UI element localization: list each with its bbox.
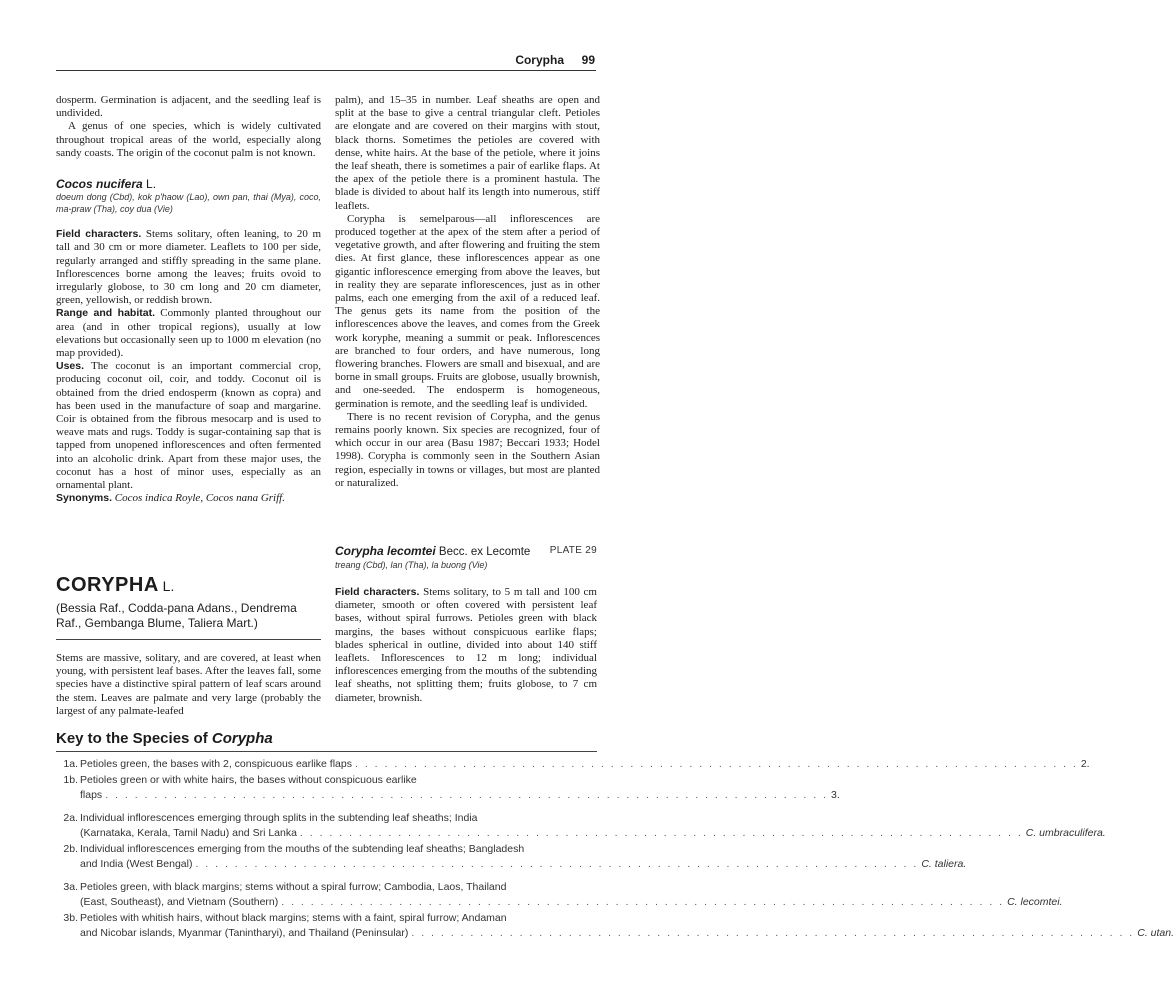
key-lead-text: flaps: [80, 789, 103, 801]
key-lead-text: Petioles green, the bases with 2, conspicuous earlike flaps: [80, 758, 352, 770]
genus-description: Stems are massive, solitary, and are covered, at least when young, with persistent leaf bases. After the leaves fall, some species have a distinctive spiral pattern of leaf scars around the stem. Leaves are palmate and very large (probably the largest of any palmate-leafed: [56, 652, 321, 717]
key-lead-text: Petioles green or with white hairs, the bases without conspicuous earlike: [80, 773, 417, 786]
lecomtei-description: [335, 586, 597, 705]
key-lead-number: 1b.: [63, 773, 78, 786]
genus-name: CORYPHA: [56, 574, 159, 596]
key-lead-number: 1a.: [63, 758, 78, 770]
key-couplet: [56, 880, 1174, 942]
paragraph: A genus of one species, which is widely cultivated throughout tropical areas of the world, especially along sandy coasts. The origin of the coconut palm is not known.: [56, 120, 321, 159]
vernacular-names: treang (Cbd), lan (Tha), la buong (Vie): [335, 560, 488, 570]
key-couplet: [56, 757, 1090, 804]
key-lead: [56, 757, 1090, 773]
key-destination: 3.: [831, 789, 840, 801]
section-text: Stems solitary, to 5 m tall and 100 cm diameter, smooth or often covered with persistent leaf bases, without spiral furrows. Petioles green with black margins, the bases without conspicuous earlike flaps; blades spherical in outline, divided into about 140 stiff leaflets. Inflorescences to 12 m long; individual inflorescences emerging from the mouths of the subtending leaf sheaths, not splitting them; fruits globose, to 7 cm diameter, brownish.: [335, 586, 597, 704]
key-lead-number: 2b.: [63, 842, 78, 855]
species-key: [56, 757, 1174, 949]
key-lead-text: Petioles with whitish hairs, without black margins; stems with a faint, spiral furrow; Andaman: [80, 911, 507, 924]
key-lead-text: Individual inflorescences emerging from the mouths of the subtending leaf sheaths; Bangladesh: [80, 842, 525, 855]
leader-dots: . . . . . . . . . . . . . . . . . . . . . . . . . . . . . . . . . . . . . . . . . . . . . . . . . . . . . . . . . . . . . . . . . . . . . . . . . .: [411, 927, 1135, 939]
paragraph: palm), and 15–35 in number. Leaf sheaths are open and split at the base to give a central triangular cleft. Petioles are elongate and are covered on their margins with stout, black thorns. Sometimes the petioles are covered with dense, white hairs. At the base of the petiole, where it joins the leaf sheath, there is sometimes a pair of earlike flaps. At the apex of the petiole there is a prominent hastula. The blade is divided to about half its length into numerous, stiff leaflets.: [335, 94, 600, 212]
genus-rule: [56, 639, 321, 640]
header-rule: [56, 70, 596, 71]
key-destination: C. umbraculifera.: [1025, 827, 1106, 839]
section-text: Cocos indica Royle, Cocos nana Griff.: [114, 492, 285, 505]
species-heading: [56, 178, 321, 191]
key-lead-number: 3b.: [63, 911, 78, 924]
left-column: [56, 94, 321, 505]
key-lead-number: 2a.: [63, 811, 78, 824]
section-label: Uses.: [56, 360, 85, 373]
genus-author: L.: [158, 578, 175, 594]
key-lead: [56, 911, 1174, 942]
key-lead: [56, 880, 1063, 911]
paragraph: There is no recent revision of Corypha, and the genus remains poorly known. Six species are recognized, four of which occur in our area (Basu 1987; Beccari 1933; Hodel 1998). Corypha is commonly seen in the Southern Asian region, especially in towns or villages, but most are planted or naturalized.: [335, 410, 600, 489]
synonyms: [56, 492, 321, 505]
key-couplet: [56, 811, 1106, 873]
leader-dots: . . . . . . . . . . . . . . . . . . . . . . . . . . . . . . . . . . . . . . . . . . . . . . . . . . . . . . . . . . . . . . . . . . . . . . . . . .: [281, 896, 1005, 908]
key-heading-text: Key to the Species of: [56, 730, 212, 747]
key-lead-text: and Nicobar islands, Myanmar (Tanintharyi), and Thailand (Peninsular): [80, 927, 409, 939]
leader-dots: . . . . . . . . . . . . . . . . . . . . . . . . . . . . . . . . . . . . . . . . . . . . . . . . . . . . . . . . . . . . . . . . . . . . . . . . . .: [195, 858, 919, 870]
key-destination: C. taliera.: [921, 858, 967, 870]
lecomtei-heading: [335, 544, 597, 571]
page-header: [0, 50, 650, 70]
key-heading: [56, 730, 273, 747]
paragraph: dosperm. Germination is adjacent, and the seedling leaf is undivided.: [56, 94, 321, 120]
section-label: Synonyms.: [56, 492, 113, 505]
section-label: Field characters.: [56, 228, 142, 241]
key-lead-text: (Karnataka, Kerala, Tamil Nadu) and Sri Lanka: [80, 827, 297, 839]
section-text: Stems solitary, often leaning, to 20 m tall and 30 cm or more diameter. Leaflets to 100 per side, regularly arranged and stiffly spreading in the same plane. Inflorescences borne among the leaves; fruits ovoid to irregularly globose, to 30 cm long and 20 cm diameter, green, yellowish, or reddish brown.: [56, 228, 321, 307]
genus-synonyms: (Bessia Raf., Codda-pana Adans., Dendrema Raf., Gembanga Blume, Taliera Mart.): [56, 601, 297, 630]
key-lead-text: Individual inflorescences emerging through splits in the subtending leaf sheaths; India: [80, 811, 478, 824]
leader-dots: . . . . . . . . . . . . . . . . . . . . . . . . . . . . . . . . . . . . . . . . . . . . . . . . . . . . . . . . . . . . . . . . . . . . . . . . . .: [105, 789, 829, 801]
right-column: [335, 94, 600, 490]
species-name: Cocos nucifera: [56, 177, 143, 192]
leader-dots: . . . . . . . . . . . . . . . . . . . . . . . . . . . . . . . . . . . . . . . . . . . . . . . . . . . . . . . . . . . . . . . . . . . . . . . . . .: [299, 827, 1023, 839]
plate-reference: PLATE 29: [549, 545, 597, 556]
section-label: Field characters.: [335, 586, 420, 598]
page-number: 99: [581, 53, 595, 67]
key-lead-text: (East, Southeast), and Vietnam (Southern): [80, 896, 279, 908]
species-author: Becc. ex Lecomte: [435, 546, 531, 558]
key-destination: 2.: [1080, 758, 1090, 770]
genus-title: [56, 574, 321, 597]
leader-dots: . . . . . . . . . . . . . . . . . . . . . . . . . . . . . . . . . . . . . . . . . . . . . . . . . . . . . . . . . . . . . . . . . . . . . . . . . .: [355, 758, 1078, 770]
key-lead: [56, 811, 1106, 842]
section-text: The coconut is an important commercial crop, producing coconut oil, coir, and toddy. Coconut oil is obtained from the dried endosperm (known as copra) and has been used in the manufacture of soap and margarine. Coir is obtained from the fibrous mesocarp and is used to weave mats and rugs. Toddy is sugar-containing sap that is tapped from unopened inflorescences and often fermented into an alcoholic drink. Apart from these major uses, the coconut has a host of minor uses, especially as an ornamental plant.: [56, 360, 321, 492]
section-label: Range and habitat.: [56, 307, 156, 320]
running-title: Corypha: [515, 53, 564, 67]
key-lead: [56, 773, 840, 804]
key-lead-text: Petioles green, with black margins; stems without a spiral furrow; Cambodia, Laos, Thailand: [80, 880, 507, 893]
key-destination: C. utan.: [1137, 927, 1174, 939]
key-lead-text: and India (West Bengal): [80, 858, 193, 870]
range-habitat: [56, 307, 321, 360]
vernacular-names: doeum dong (Cbd), kok p'haow (Lao), own pan, thai (Mya), coco, ma-praw (Tha), coy dua (Vie): [56, 192, 321, 215]
key-rule: [56, 751, 597, 752]
field-characters: [56, 228, 321, 307]
uses: [56, 360, 321, 492]
key-lead: [56, 842, 967, 873]
section-text: Commonly planted throughout our area (and in other tropical regions), usually at low elevations but occasionally seen up to 1000 m elevation (no map provided).: [56, 307, 321, 360]
key-destination: C. lecomtei.: [1007, 896, 1063, 908]
genus-block: [56, 574, 321, 718]
species-author: L.: [142, 177, 157, 192]
paragraph: Corypha is semelparous—all inflorescences are produced together at the apex of the stem after a period of vegetative growth, and after flowering and fruiting the stem dies. At first glance, these inflorescences appear as one gigantic inflorescence emerging from above the leaves, but in reality they are separate inflorescences, just as in other palms, each one emerging from the axil of a reduced leaf. The genus gets its name from the position of the inflorescences above the leaves, and comes from the Greek work koryphe, meaning a summit or peak. Inflorescences are branched to four orders, and have numerous, long flowering branches. Flowers are small and bisexual, and are borne in small groups. Fruits are globose, usually brownish, and one-seeded. The endosperm is homogeneous, germination is remote, and the seedling leaf is undivided.: [335, 212, 600, 410]
key-heading-genus: Corypha: [211, 730, 273, 747]
species-name: Corypha lecomtei: [335, 544, 436, 558]
key-lead-number: 3a.: [63, 880, 78, 893]
